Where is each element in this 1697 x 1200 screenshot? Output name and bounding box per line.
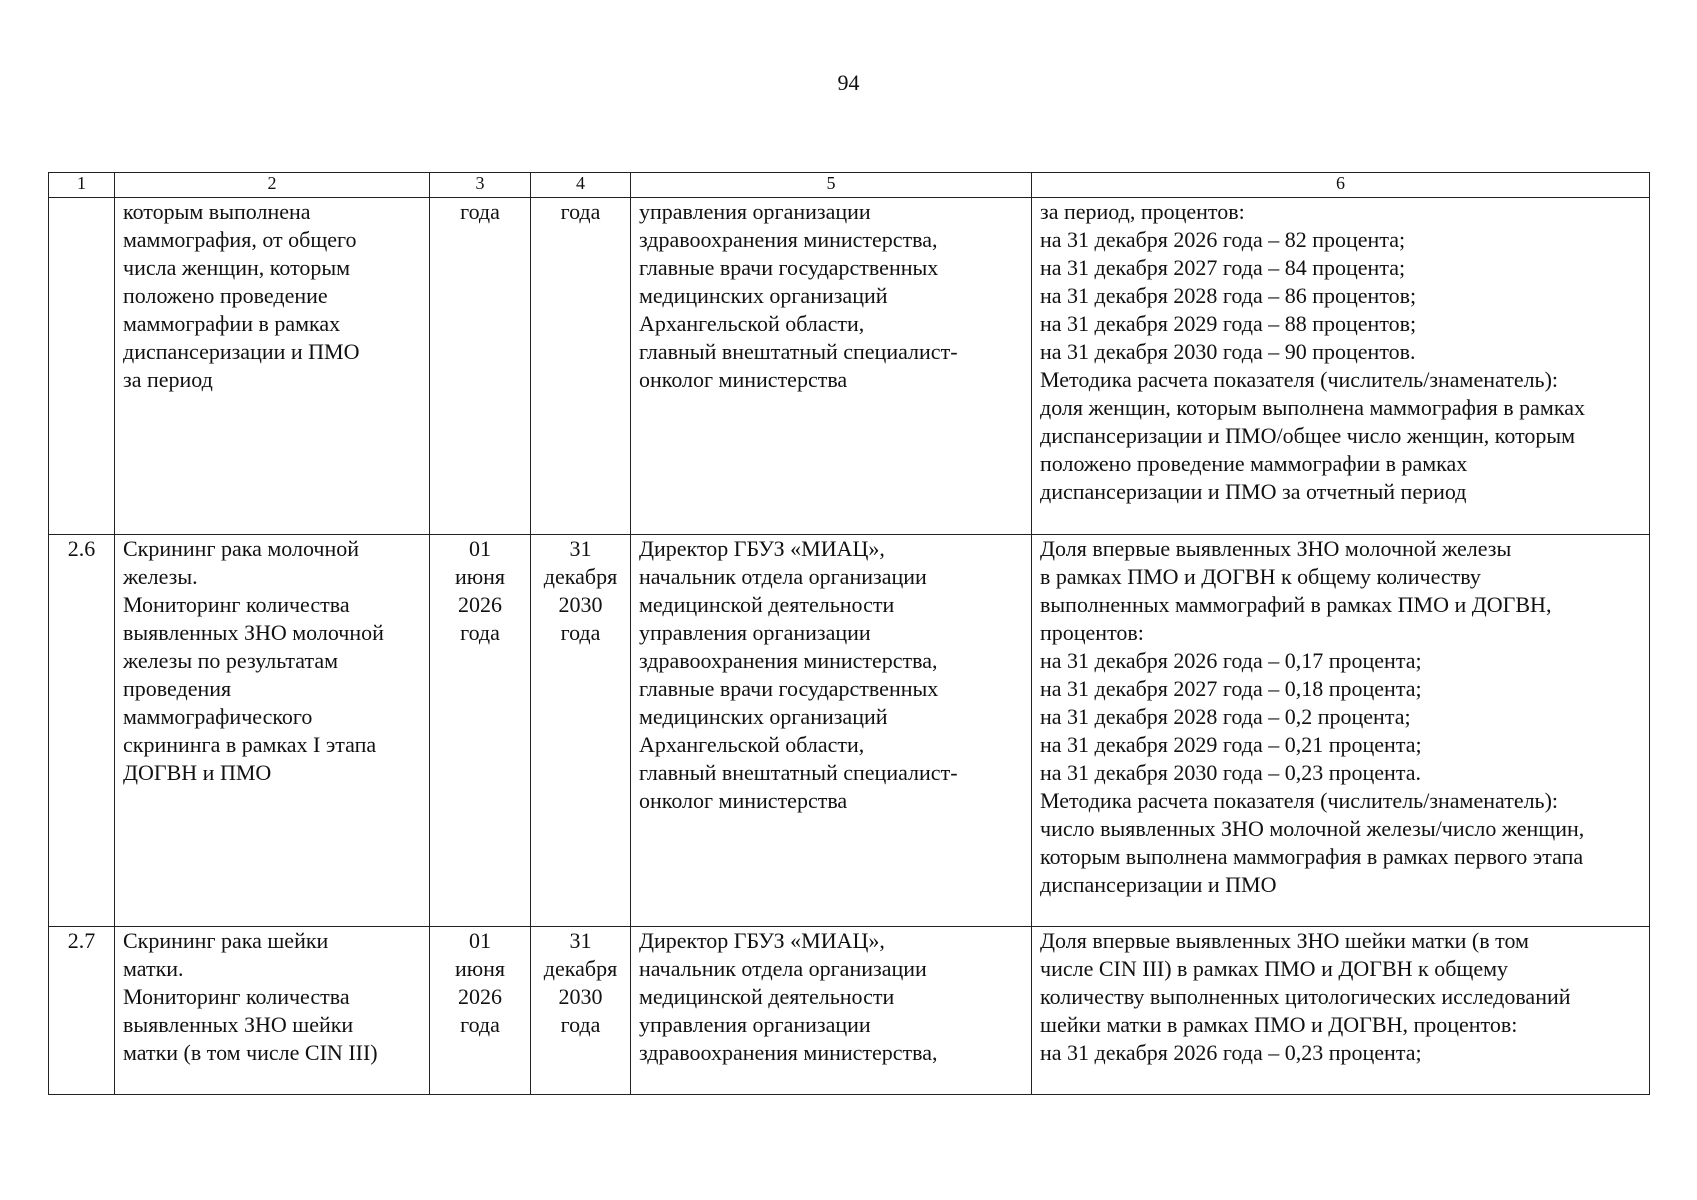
indicator-cell xyxy=(1032,198,1650,535)
end-date: 31 декабря 2030 года xyxy=(543,928,618,1037)
start-date: 01 июня 2026 года xyxy=(454,536,506,645)
end-date-cell xyxy=(531,198,631,535)
table-row xyxy=(49,927,1650,1095)
row-number-cell xyxy=(49,198,115,535)
table-row xyxy=(49,535,1650,927)
indicator: Доля впервые выявленных ЗНО молочной железы в рамках ПМО и ДОГВН к общему количеству выполненных маммографий в рамках ПМО и ДОГВН, процентов: на 31 декабря 2026 года – 0,17 процента; на 31 декабря 2027 года – 0,18 процента; на 31 декабря 2028 года – 0,2 процента; на 31 декабря 2029 года – 0,21 процента; на 31 декабря 2030 года – 0,23 процента. Методика расчета показателя (числитель/знаменатель): число выявленных ЗНО молочной железы/число женщин, которым выполнена маммография в рамках первого этапа диспансеризации и ПМО xyxy=(1040,536,1585,897)
responsible-cell xyxy=(631,927,1032,1095)
responsible: Директор ГБУЗ «МИАЦ», начальник отдела организации медицинской деятельности управления организации здравоохранения министерства, xyxy=(639,928,938,1065)
row-number: 2.7 xyxy=(67,928,96,953)
event-name-cell xyxy=(115,198,430,535)
event-name-cell xyxy=(115,535,430,927)
column-header: 4 xyxy=(531,173,631,198)
responsible-cell xyxy=(631,535,1032,927)
responsible-cell xyxy=(631,198,1032,535)
row-number: 2.6 xyxy=(67,536,96,561)
event-name: Скрининг рака молочной железы. Мониторинг количества выявленных ЗНО молочной железы по результатам проведения маммографического скрининга в рамках I этапа ДОГВН и ПМО xyxy=(123,536,384,785)
column-header: 2 xyxy=(115,173,430,198)
column-header: 3 xyxy=(430,173,531,198)
indicator-cell xyxy=(1032,535,1650,927)
indicator-cell xyxy=(1032,927,1650,1095)
table-row xyxy=(49,198,1650,535)
column-header: 1 xyxy=(49,173,115,198)
plan-table xyxy=(48,172,1650,1095)
end-date-cell xyxy=(531,535,631,927)
end-date: 31 декабря 2030 года xyxy=(543,536,618,645)
start-date: года xyxy=(460,199,500,224)
column-header: 5 xyxy=(631,173,1032,198)
event-name-cell xyxy=(115,927,430,1095)
end-date-cell xyxy=(531,927,631,1095)
start-date-cell xyxy=(430,198,531,535)
event-name: Скрининг рака шейки матки. Мониторинг количества выявленных ЗНО шейки матки (в том числе CIN III) xyxy=(123,928,378,1065)
start-date-cell xyxy=(430,927,531,1095)
event-name: которым выполнена маммография, от общего числа женщин, которым положено проведение маммографии в рамках диспансеризации и ПМО за период xyxy=(123,199,360,392)
row-number-cell xyxy=(49,535,115,927)
responsible: Директор ГБУЗ «МИАЦ», начальник отдела организации медицинской деятельности управления организации здравоохранения министерства, главные врачи государственных медицинских организаций Архангельской области, главный внештатный специалист- онколог министерства xyxy=(639,536,958,813)
column-header: 6 xyxy=(1032,173,1650,198)
indicator: Доля впервые выявленных ЗНО шейки матки (в том числе CIN III) в рамках ПМО и ДОГВН к общему количеству выполненных цитологических исследований шейки матки в рамках ПМО и ДОГВН, процентов: на 31 декабря 2026 года – 0,23 процента; xyxy=(1040,928,1571,1065)
indicator: за период, процентов: на 31 декабря 2026 года – 82 процента; на 31 декабря 2027 года – 84 процента; на 31 декабря 2028 года – 86 процентов; на 31 декабря 2029 года – 88 процентов; на 31 декабря 2030 года – 90 процентов. Методика расчета показателя (числитель/знаменатель): доля женщин, которым выполнена маммография в рамках диспансеризации и ПМО/общее число женщин, которым положено проведение маммографии в рамках диспансеризации и ПМО за отчетный период xyxy=(1040,199,1585,504)
start-date: 01 июня 2026 года xyxy=(454,928,506,1037)
start-date-cell xyxy=(430,535,531,927)
responsible: управления организации здравоохранения министерства, главные врачи государственных медицинских организаций Архангельской области, главный внештатный специалист- онколог министерства xyxy=(639,199,958,392)
row-number-cell xyxy=(49,927,115,1095)
end-date: года xyxy=(560,199,601,224)
page-number: 94 xyxy=(837,70,860,95)
table-header-row xyxy=(49,173,1650,198)
